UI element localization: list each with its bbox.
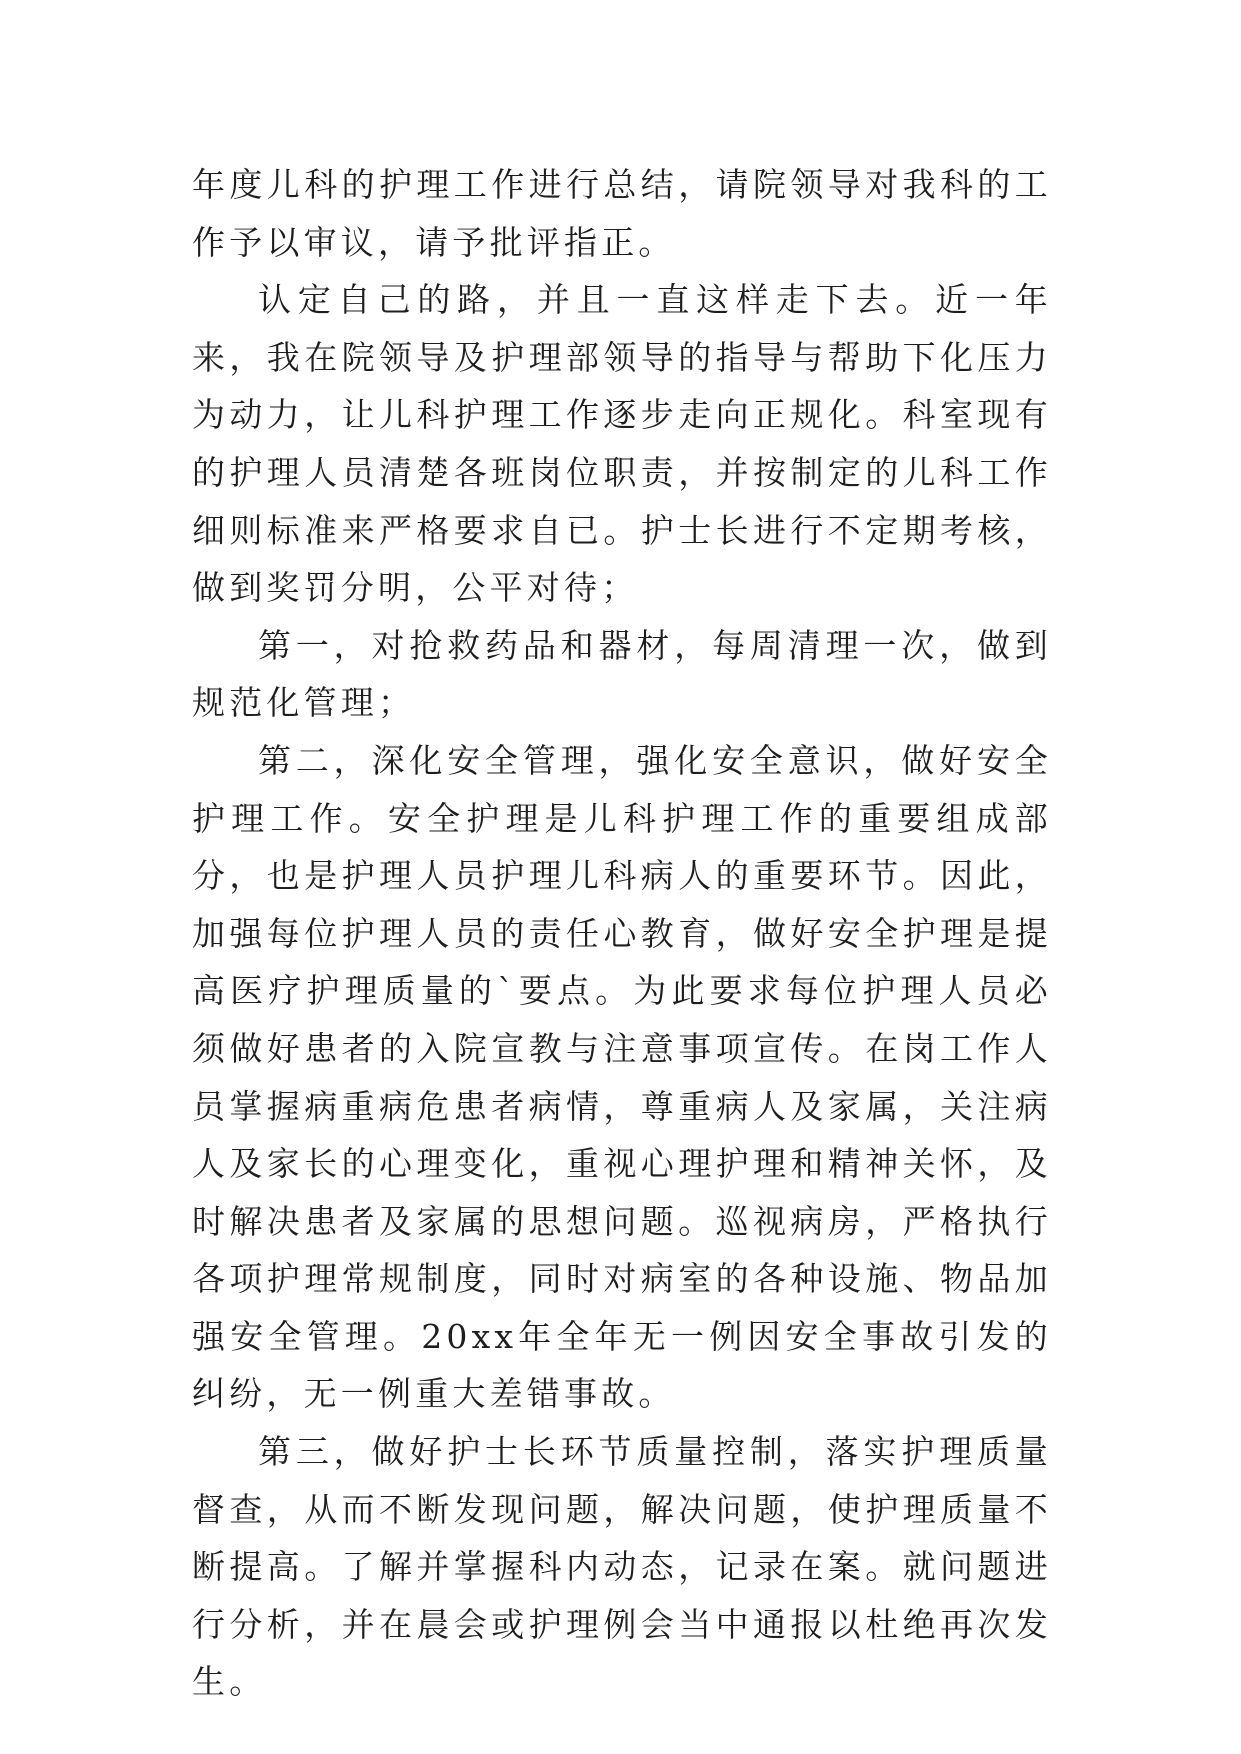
paragraph-3: 第一，对抢救药品和器材，每周清理一次，做到规范化管理； (192, 625, 1052, 723)
paragraph-1: 年度儿科的护理工作进行总结，请院领导对我科的工作予以审议，请予批评指正。 (192, 165, 1052, 262)
paragraph-2: 认定自己的路，并且一直这样走下去。近一年来，我在院领导及护理部领导的指导与帮助下化压力为动力，让儿科护理工作逐步走向正规化。科室现有的护理人员清楚各班岗位职责，并按制定的儿科工作细则标准来严格要求自已。护士长进行不定期考核，做到奖罚分明，公平对待； (192, 280, 1052, 608)
paragraph-4: 第二，深化安全管理，强化安全意识，做好安全护理工作。安全护理是儿科护理工作的重要组成部分，也是护理人员护理儿科病人的重要环节。因此，加强每位护理人员的责任心教育，做好安全护理是提高医疗护理质量的`要点。为此要求每位护理人员必须做好患者的入院宣教与注意事项宣传。在岗工作人员掌握病重病危患者病情，尊重病人及家属，关注病人及家长的心理变化，重视心理护理和精神关怀，及时解决患者及家属的思想问题。巡视病房，严格执行各项护理常规制度，同时对病室的各种设施、物品加强安全管理。20xx年全年无一例因安全事故引发的纠纷，无一例重大差错事故。 (192, 740, 1052, 1414)
paragraph-5: 第三，做好护士长环节质量控制，落实护理质量督查，从而不断发现问题，解决问题，使护理质量不断提高。了解并掌握科内动态，记录在案。就问题进行分析，并在晨会或护理例会当中通报以杜绝再次发生。 (192, 1432, 1052, 1702)
document-body (192, 156, 1052, 1711)
